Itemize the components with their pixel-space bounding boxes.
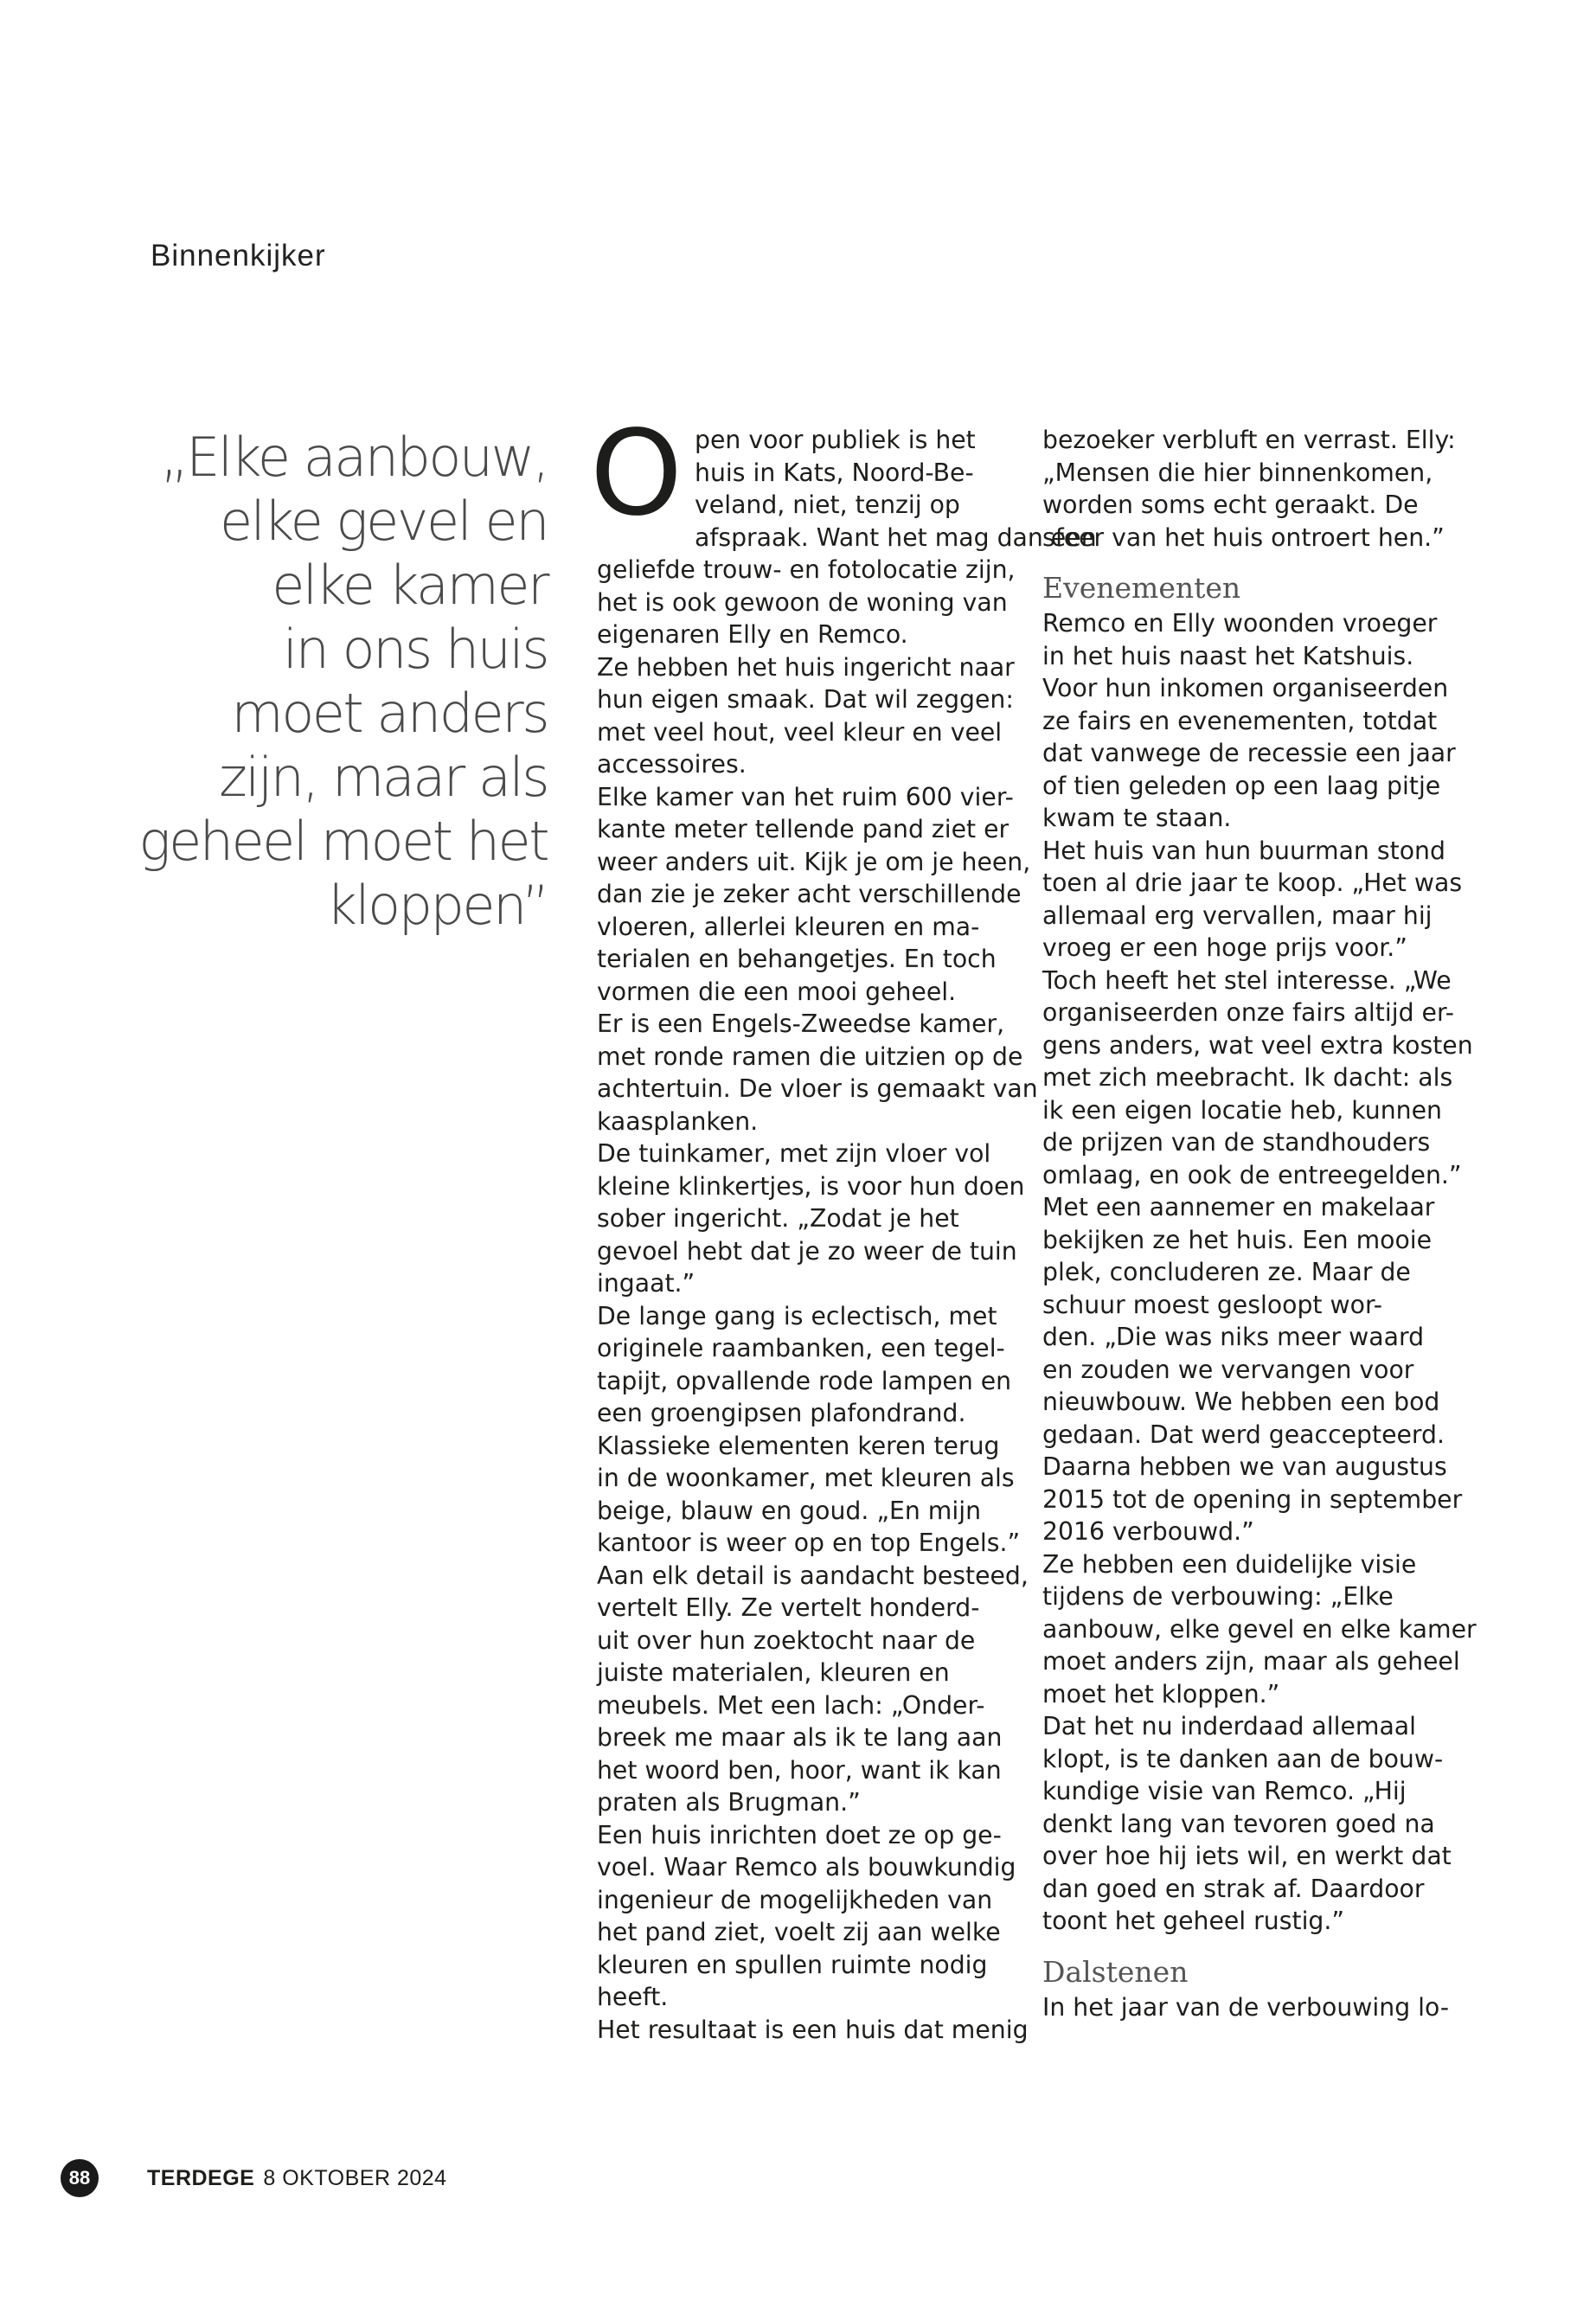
text-line: bekijken ze het huis. Een mooie	[1042, 1225, 1433, 1254]
text-line: toen al drie jaar te koop. „Het was	[1042, 868, 1463, 897]
text-line: ingenieur de mogelijkheden van	[597, 1885, 993, 1914]
pull-quote-line: kloppen”	[326, 874, 548, 937]
pull-quote-line: zijn, maar als	[219, 746, 548, 809]
section-label: Binnenkijker	[151, 239, 326, 272]
text-line: ik een eigen locatie heb, kunnen	[1042, 1095, 1442, 1125]
text-line: het pand ziet, voelt zij aan welke	[597, 1918, 1001, 1946]
text-line: aanbouw, elke gevel en elke kamer	[1042, 1614, 1477, 1644]
text-line: allemaal erg vervallen, maar hij	[1042, 901, 1433, 930]
text-line: met zich meebracht. Ik dacht: als	[1042, 1063, 1453, 1092]
pull-quote-line: moet anders	[231, 682, 548, 745]
subheading-evenementen: Evenementen	[1042, 571, 1241, 605]
text-line: juiste materialen, kleuren en	[597, 1658, 950, 1687]
text-line: terialen en behangetjes. En toch	[597, 945, 997, 973]
text-line: met veel hout, veel kleur en veel	[597, 717, 1003, 747]
text-line: Klassieke elementen keren terug	[597, 1431, 1000, 1460]
page-number-badge: 88	[61, 2159, 99, 2197]
text-line: hun eigen smaak. Dat wil zeggen:	[597, 685, 1014, 714]
text-line: ze fairs en evenementen, totdat	[1042, 706, 1438, 735]
pull-quote-line: „Elke aanbouw,	[160, 426, 548, 489]
text-line: „Mensen die hier binnenkomen,	[1042, 458, 1433, 487]
pull-quote-line: geheel moet het	[138, 810, 548, 873]
text-line: Daarna hebben we van augustus	[1042, 1452, 1447, 1481]
text-line: vroeg er een hoge prijs voor.”	[1042, 933, 1407, 962]
text-line: Het resultaat is een huis dat menig	[597, 2015, 1029, 2044]
text-line: het woord ben, hoor, want ik kan	[597, 1755, 1002, 1785]
text-line: kundige visie van Remco. „Hij	[1042, 1777, 1407, 1805]
text-line: Er is een Engels-Zweedse kamer,	[597, 1009, 1005, 1038]
text-line: afspraak. Want het mag dan een	[695, 522, 1097, 552]
text-line: denkt lang van tevoren goed na	[1042, 1809, 1435, 1838]
text-line: gedaan. Dat werd geaccepteerd.	[1042, 1420, 1445, 1449]
text-line: kleuren en spullen ruimte nodig	[597, 1950, 988, 1979]
text-line: uit over hun zoektocht naar de	[597, 1625, 976, 1655]
text-line: breek me maar als ik te lang aan	[597, 1723, 1003, 1752]
text-line: moet anders zijn, maar als geheel	[1042, 1647, 1460, 1676]
text-line: Toch heeft het stel interesse. „We	[1042, 965, 1452, 995]
text-line: of tien geleden op een laag pitje	[1042, 771, 1441, 800]
text-line: 2015 tot de opening in september	[1042, 1484, 1463, 1514]
text-line: Aan elk detail is aandacht besteed,	[597, 1561, 1029, 1590]
issue-date: 8 OKTOBER 2024	[263, 2165, 447, 2190]
text-line: kantoor is weer op en top Engels.”	[597, 1529, 1021, 1557]
text-line: pen voor publiek is het	[695, 426, 976, 454]
text-line: veland, niet, tenzij op	[695, 490, 960, 519]
pull-quote	[130, 426, 548, 938]
text-line: over hoe hij iets wil, en werkt dat	[1042, 1842, 1452, 1870]
text-line: en zouden we vervangen voor	[1042, 1355, 1414, 1384]
text-line: het is ook gewoon de woning van	[597, 587, 1008, 617]
text-line: De lange gang is eclectisch, met	[597, 1301, 997, 1330]
text-line: gevoel hebt dat je zo weer de tuin	[597, 1236, 1017, 1266]
column-2-section-2-text	[1042, 1991, 1465, 2024]
text-line: vertelt Elly. Ze vertelt honderd-	[597, 1593, 980, 1622]
text-line: Het huis van hun buurman stond	[1042, 836, 1445, 865]
text-line: Een huis inrichten doet ze op ge-	[597, 1820, 1002, 1849]
page-footer	[61, 2159, 447, 2197]
text-line: achtertuin. De vloer is gemaakt van	[597, 1074, 1038, 1103]
text-line: Voor hun inkomen organiseerden	[1042, 674, 1449, 702]
text-line: organiseerden onze fairs altijd er-	[1042, 998, 1455, 1027]
text-line: kaasplanken.	[597, 1106, 759, 1136]
text-line: sober ingericht. „Zodat je het	[597, 1204, 959, 1233]
text-line: nieuwbouw. We hebben een bod	[1042, 1388, 1440, 1416]
text-line: heeft.	[597, 1983, 669, 2011]
article-column-2	[1042, 424, 1477, 2023]
text-line: in het huis naast het Katshuis.	[1042, 641, 1414, 670]
text-line: een groengipsen plafondrand.	[597, 1399, 966, 1427]
text-line: meubels. Met een lach: „Onder-	[597, 1690, 985, 1720]
text-line: met ronde ramen die uitzien op de	[597, 1042, 1023, 1071]
text-line: Elke kamer van het ruim 600 vier-	[597, 782, 1014, 811]
text-line: weer anders uit. Kijk je om je heen,	[597, 847, 1031, 876]
text-line: schuur moest gesloopt wor-	[1042, 1290, 1382, 1319]
text-line: klopt, is te danken aan de bouw-	[1042, 1744, 1444, 1773]
text-line: dan goed en strak af. Daardoor	[1042, 1874, 1425, 1903]
text-line: de prijzen van de standhouders	[1042, 1128, 1431, 1157]
text-line: geliefde trouw- en fotolocatie zijn,	[597, 555, 1016, 584]
text-line: moet het kloppen.”	[1042, 1679, 1280, 1708]
text-line: Ze hebben het huis ingericht naar	[597, 652, 1015, 682]
text-line: kleine klinkertjes, is voor hun doen	[597, 1171, 1025, 1201]
drop-cap: O	[590, 406, 683, 542]
subheading-dalstenen: Dalstenen	[1042, 1954, 1189, 1989]
text-line: vormen die een mooi geheel.	[597, 977, 957, 1006]
text-line: In het jaar van de verbouwing lo-	[1042, 1992, 1450, 2022]
column-1-text	[597, 424, 1097, 2046]
text-line: omlaag, en ook de entreegelden.”	[1042, 1160, 1462, 1189]
text-line: huis in Kats, Noord-Be-	[695, 458, 974, 487]
pull-quote-line: elke kamer	[272, 554, 548, 617]
text-line: 2016 verbouwd.”	[1042, 1517, 1254, 1546]
text-line: eigenaren Elly en Remco.	[597, 620, 908, 649]
magazine-name: TERDEGE	[147, 2165, 255, 2190]
text-line: voel. Waar Remco als bouwkundig	[597, 1853, 1016, 1881]
text-line: beige, blauw en goud. „En mijn	[597, 1496, 982, 1525]
column-2-section-1-text	[1042, 607, 1477, 1938]
text-line: kwam te staan.	[1042, 804, 1232, 832]
text-line: worden soms echt geraakt. De	[1042, 490, 1419, 519]
column-2-intro-text	[1042, 424, 1465, 554]
article-column-1	[590, 406, 1097, 2046]
text-line: Ze hebben een duidelijke visie	[1042, 1549, 1417, 1579]
text-line: in de woonkamer, met kleuren als	[597, 1464, 1015, 1492]
text-line: Remco en Elly woonden vroeger	[1042, 609, 1438, 638]
text-line: originele raambanken, een tegel-	[597, 1334, 1005, 1362]
pull-quote-line: elke gevel en	[220, 490, 548, 553]
text-line: praten als Brugman.”	[597, 1788, 861, 1817]
text-line: ingaat.”	[597, 1269, 695, 1298]
text-line: De tuinkamer, met zijn vloer vol	[597, 1139, 991, 1168]
text-line: toont het geheel rustig.”	[1042, 1907, 1345, 1935]
text-line: kante meter tellende pand ziet er	[597, 815, 1010, 843]
text-line: sfeer van het huis ontroert hen.”	[1042, 522, 1445, 552]
text-line: accessoires.	[597, 750, 747, 779]
text-line: Dat het nu inderdaad allemaal	[1042, 1712, 1416, 1740]
text-line: gens anders, wat veel extra kosten	[1042, 1030, 1473, 1060]
text-line: tapijt, opvallende rode lampen en	[597, 1366, 1012, 1395]
text-line: plek, concluderen ze. Maar de	[1042, 1258, 1411, 1286]
text-line: dat vanwege de recessie een jaar	[1042, 739, 1456, 767]
text-line: dan zie je zeker acht verschillende	[597, 880, 1022, 908]
text-line: bezoeker verbluft en verrast. Elly:	[1042, 426, 1456, 454]
text-line: den. „Die was niks meer waard	[1042, 1323, 1425, 1351]
pull-quote-line: in ons huis	[282, 618, 548, 681]
text-line: vloeren, allerlei kleuren en ma-	[597, 912, 980, 941]
text-line: tijdens de verbouwing: „Elke	[1042, 1582, 1394, 1611]
text-line: Met een aannemer en makelaar	[1042, 1193, 1435, 1221]
